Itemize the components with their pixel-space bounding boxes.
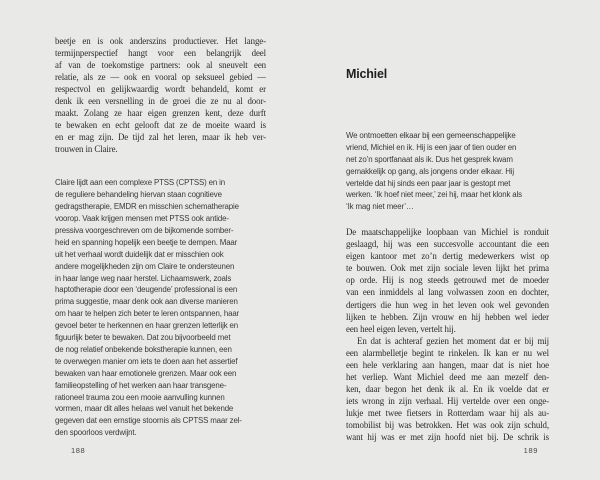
text-line: net zo’n sportfanaat als ik. Dus het gesprek kwam <box>346 154 513 164</box>
text-line: andere mogelijkheden zijn om Claire te ondersteunen <box>55 261 235 271</box>
text-line: den spoorloos verdwijnt. <box>55 428 137 438</box>
text-line: het verliep. Want Michiel deed me aan mezelf den- <box>346 371 549 382</box>
text-line: maakt. Zolang ze haar eigen grenzen kent, deze durft <box>55 108 266 119</box>
text-line: vormen, maar dit alles helaas wel vanuit het bekende <box>55 404 234 414</box>
text-line: relatie, als ze — ook en vooral op seksueel gebied — <box>55 72 266 83</box>
text-line: op orde. Hij is nog steeds getrouwd met de moeder <box>346 275 549 286</box>
text-line: een alarmbelletje begint te rinkelen. Ik kan er nu wel <box>346 347 549 358</box>
text-line: iets wrong in zijn verhaal. Hij vertelde over een onge- <box>346 395 549 406</box>
text-line: heid en spanning hopelijk een beetje te dempen. Maar <box>55 237 238 247</box>
text-line: een hele verklaring aan hangen, maar dat is niet hoe <box>346 359 549 370</box>
text-line: want hij was er met zijn hoofd niet bij. De schrik is <box>346 432 549 443</box>
text-line: trouwen in Claire. <box>55 144 118 155</box>
text-line: gemakkelijk op gang, als jongens onder elkaar. Hij <box>346 166 514 176</box>
text-line: werken. ‘Ik hoef niet meer,’ zei hij, maar het klonk als <box>346 190 522 200</box>
right-page-number: 189 <box>523 446 538 455</box>
text-line: uit het verhaal wordt duidelijk dat er misschien ook <box>55 249 224 259</box>
text-line: voorop. Vaak krijgen mensen met PTSS ook antide- <box>55 214 229 224</box>
text-line: gedragstherapie, EMDR en misschien schematherapie <box>55 202 239 212</box>
text-line: lukje met twee fietsers in Rotterdam waar hij als au- <box>346 407 549 418</box>
text-line: af van de toekomstige partners: ook al sneuvelt een <box>55 60 266 71</box>
text-line: bewaken van haar emotionele grenzen. Maar ook een <box>55 368 237 378</box>
text-line: beetje en is ook anderszins productiever. Het lange- <box>55 36 266 46</box>
text-line: We ontmoetten elkaar bij een gemeenschappelijke <box>346 131 516 140</box>
chapter-heading: Michiel <box>346 67 387 81</box>
text-line: en er mag zijn. De tijd zal het leren, maar ik heb ver- <box>55 132 266 143</box>
text-line: gegeven dat een ernstige stoornis als CPTSS maar zel- <box>55 416 242 426</box>
text-line: de reguliere behandeling hiervan staan cognitieve <box>55 190 222 200</box>
right-page-text <box>346 130 549 443</box>
text-line: in haar lange weg naar herstel. Lichaamswerk, zoals <box>55 273 232 283</box>
text-line: te bewaken en echt gelooft dat ze de moeite waard is <box>55 120 266 131</box>
text-line: ‘Ik mag niet meer’… <box>346 202 414 212</box>
text-line: figuurlijk beter te bewaken. Dat zou bijvoorbeeld met <box>55 333 231 343</box>
text-line: denk ik een versnelling in de groei die ze nu al door- <box>55 96 266 107</box>
text-line: de nog relatief onbekende bokstherapie kunnen, een <box>55 344 232 354</box>
text-line: vertelde dat hij sinds een paar jaar is gestopt met <box>346 178 511 188</box>
paragraph <box>346 130 549 213</box>
text-line: familieopstelling of het werken aan haar transgene- <box>55 380 227 390</box>
left-page-number: 188 <box>71 446 86 455</box>
text-line: pressiva voorgeschreven om de bijkomende somber- <box>55 226 234 236</box>
paragraph <box>346 226 549 443</box>
right-page-body <box>346 66 549 443</box>
text-line: te bouwen. Ook met zijn sociale leven lijkt het prima <box>346 263 549 274</box>
text-line: te overwegen manier om iets te doen aan het assertief <box>55 356 238 366</box>
text-line: tomobilist bij was betrokken. Het was ook zijn schuld, <box>346 419 549 430</box>
text-line: Claire lijdt aan een complexe PTSS (CPTSS) en in <box>55 178 225 188</box>
text-line: prima suggestie, maar denk ook aan diverse manieren <box>55 297 238 307</box>
text-line: gevoel beter te herkennen en haar grenzen letterlijk en <box>55 321 239 331</box>
left-page-body <box>55 35 266 439</box>
text-line: lijken te hebben. Zijn vrouw en hij hebben wel ieder <box>346 311 549 322</box>
text-line: ken, daar begon het denk ik al. En ik voelde dat er <box>346 383 549 394</box>
text-line: En dat is achteraf gezien het moment dat er bij mij <box>357 335 549 346</box>
paragraph <box>55 35 266 155</box>
text-line: respectvol en gelijkwaardig wordt behandeld, komt er <box>55 84 266 95</box>
text-line: een heel eigen leven, vertelt hij. <box>346 323 456 334</box>
text-line: rationeel trauma zou een mooie aanvulling kunnen <box>55 392 225 402</box>
text-line: geslaagd, hij was een succesvolle accountant die een <box>346 239 549 250</box>
text-line: dertigers die hun weg in het leven ook wel gevonden <box>346 299 549 310</box>
text-line: haptotherapie door een ‘deugende’ professional is een <box>55 285 238 295</box>
text-line: termijnperspectief hangt voor een belangrijk deel <box>55 48 266 59</box>
text-line: De maatschappelijke loopbaan van Michiel is ronduit <box>346 227 549 238</box>
text-line: van een inmiddels al lang volwassen zoon en dochter, <box>346 287 549 298</box>
text-line: om haar te helpen zich beter te leren ontspannen, haar <box>55 309 240 319</box>
text-line: eigen kantoor met zo’n dertig medewerkers wist op <box>346 251 549 262</box>
paragraph <box>55 177 266 439</box>
text-line: vriend, Michiel en ik. Hij is een jaar of tien ouder en <box>346 142 517 152</box>
